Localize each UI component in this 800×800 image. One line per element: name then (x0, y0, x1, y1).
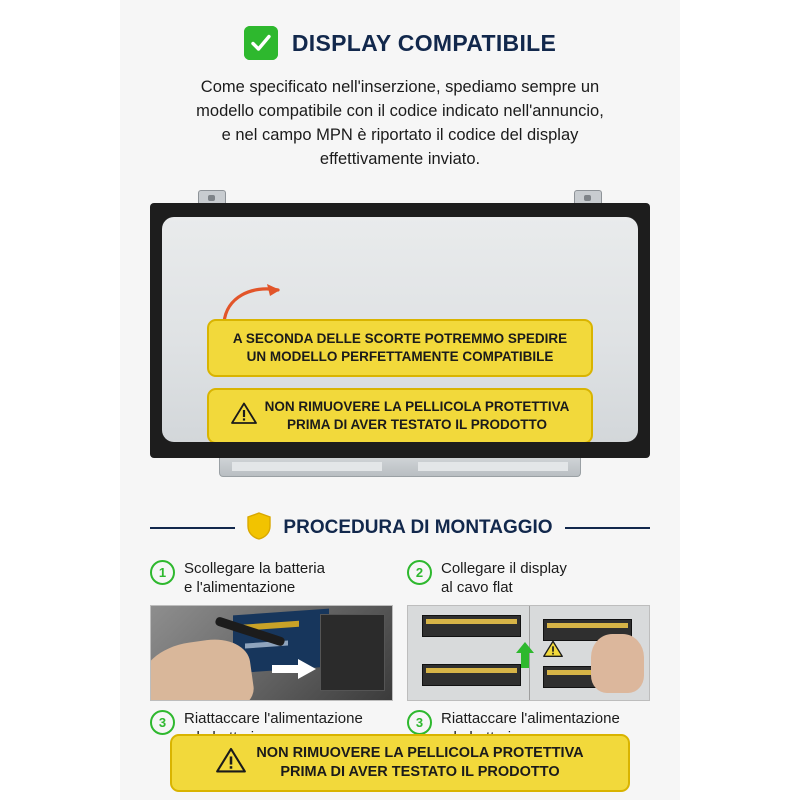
battery-graphic (320, 614, 385, 691)
step-1-text (184, 559, 325, 597)
bottom-warning-banner (170, 734, 630, 792)
intro-line-4: effettivamente inviato. (319, 149, 481, 168)
shield-icon (247, 512, 271, 545)
step-1-line-1: Scollegare la batteria (184, 559, 325, 577)
step-1-line-2: e l'alimentazione (184, 578, 296, 596)
step-2-line-2: al cavo flat (441, 578, 513, 596)
notice-film-line-2: PRIMA DI AVER TESTATO IL PRODOTTO (286, 416, 547, 432)
white-arrow-icon (272, 659, 316, 684)
gold-contacts (426, 668, 516, 673)
step-1 (150, 559, 393, 597)
page-title: DISPLAY COMPATIBILE (291, 29, 557, 56)
step-3-left-number: 3 (150, 710, 175, 735)
thumb-graphic (591, 634, 644, 692)
bottom-warning-line-1: NON RIMUOVERE LA PELLICOLA PROTETTIVA (256, 745, 584, 762)
bottom-warning-text (256, 744, 583, 782)
step-2-text (441, 559, 567, 597)
panel-bottom-bezel (219, 458, 581, 477)
gold-contacts (547, 623, 628, 628)
panel-screen (162, 217, 638, 442)
intro-line-2: modello compatibile con il codice indicato nell'annuncio, (196, 101, 604, 120)
display-panel-illustration (150, 190, 650, 490)
flat-cable-connector-photo (407, 605, 650, 701)
step-3-left-line-1: Riattaccare l'alimentazione (184, 710, 363, 728)
gold-contacts (426, 619, 516, 624)
intro-paragraph (150, 76, 650, 172)
warning-triangle-icon (543, 640, 563, 663)
step-3-right-number: 3 (407, 710, 432, 735)
panel-frame (150, 203, 650, 458)
divider-right (565, 527, 650, 529)
header (120, 0, 680, 60)
notice-film-box (207, 388, 593, 442)
procedure-header (150, 512, 650, 545)
step-3-right-line-1: Riattaccare l'alimentazione (441, 710, 620, 728)
intro-line-1: Come specificato nell'inserzione, spediamo sempre un (200, 78, 600, 96)
bottom-warning-line-2: PRIMA DI AVER TESTATO IL PRODOTTO (280, 764, 560, 781)
green-arrow-up-icon (516, 642, 534, 673)
notice-film-line-1: NON RIMUOVERE LA PELLICOLA PROTETTIVA (264, 398, 570, 414)
steps-grid (150, 559, 650, 748)
procedure-title: PROCEDURA DI MONTAGGIO (283, 517, 553, 539)
step-1-number: 1 (150, 560, 175, 585)
warning-triangle-icon (231, 402, 257, 430)
intro-line-3: e nel campo MPN è riportato il codice del display (221, 125, 579, 144)
warning-triangle-icon (216, 747, 246, 780)
check-badge-icon (244, 26, 278, 60)
step-2-line-1: Collegare il display (441, 559, 567, 577)
connector-top-left (422, 615, 520, 637)
connector-bottom-left (422, 664, 520, 686)
step-2 (407, 559, 650, 597)
notice-compatible-box (207, 319, 593, 377)
notice-compatible-line-1: A SECONDA DELLE SCORTE POTREMMO SPEDIRE (232, 330, 568, 346)
step-2-number: 2 (407, 560, 432, 585)
divider-left (150, 527, 235, 529)
content-sheet (120, 0, 680, 800)
laptop-internals-photo (150, 605, 393, 701)
notice-film-text (265, 398, 570, 434)
notice-compatible-line-2: UN MODELLO PERFETTAMENTE COMPATIBILE (246, 348, 554, 364)
